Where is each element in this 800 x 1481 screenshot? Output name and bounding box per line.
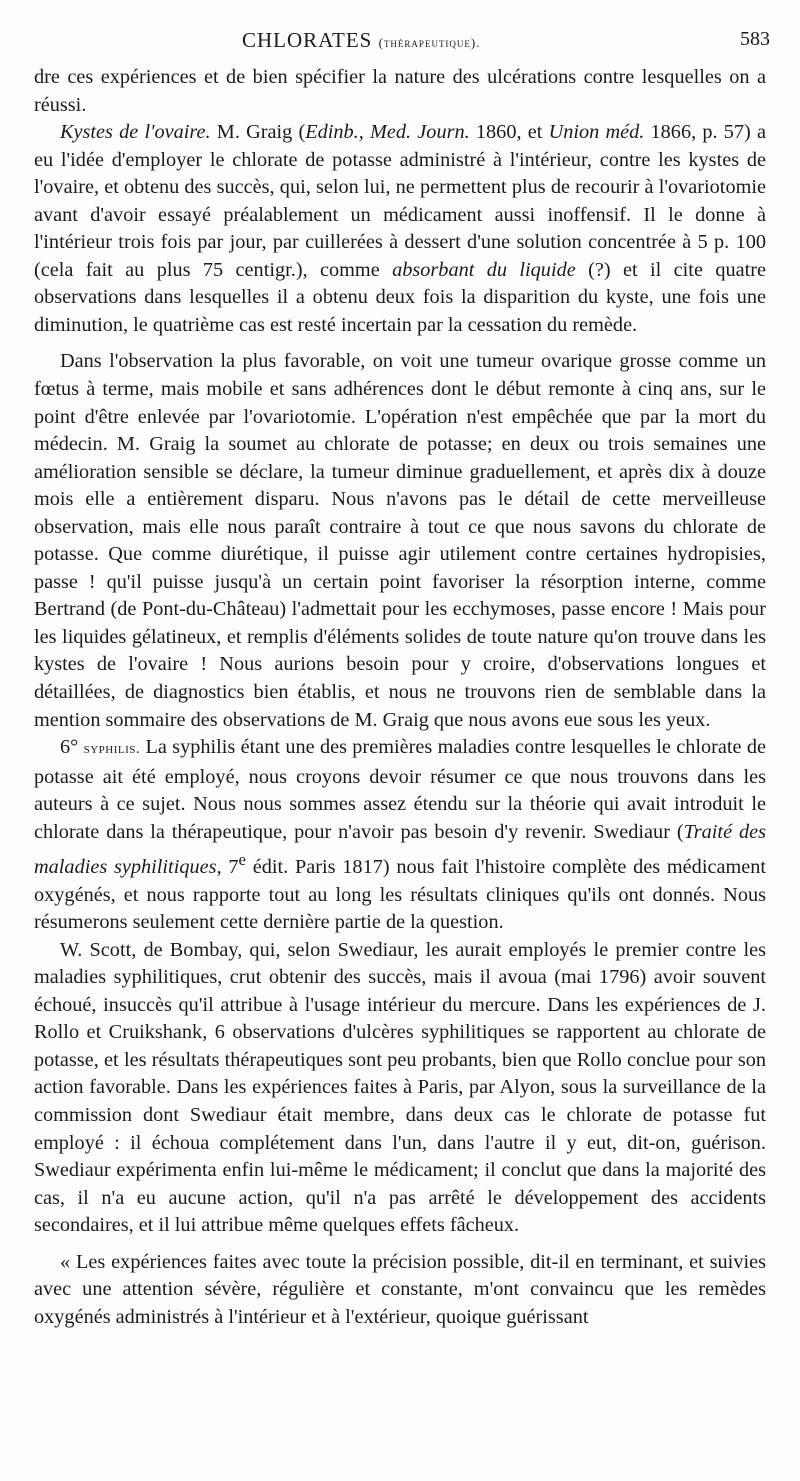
paragraph-syphilis: 6° syphilis. La syphilis étant une des premières maladies contre lesquelles le chlorate de potasse ait été employé, nous croyons devoir résumer ce que nous trouvons dans les auteurs à ce sujet. Nous nous sommes assez étendu sur la théorie qui avait introduit le chlorate dans la thérapeutique, pour n'avoir pas besoin d'y revenir. Swediaur (Traité des maladies syphilitiques, 7e édit. Paris 1817) nous fait l'histoire complète des médicament oxygénés, et nous rapporte tout au long les résultats cliniques qu'ils ont donnés. Nous résumerons seulement cette dernière partie de la question.	[34, 736, 767, 934]
section-number: 6°	[60, 736, 79, 759]
citation-swediaur-treatise: Traité des maladies syphilitiques	[34, 820, 766, 879]
header-subtitle: (thérapeutique).	[378, 35, 481, 50]
header-title: CHLORATES	[242, 28, 373, 52]
section-lead-ovarian-cysts: Kystes de l'ovaire.	[60, 121, 211, 144]
citation-edinburgh-journal: Edinb., Med. Journ.	[305, 121, 470, 144]
edition-superscript: e	[238, 850, 246, 870]
paragraph-continuation: dre ces expériences et de bien spécifier la nature des ulcérations contre lesquelles on a réussi.	[34, 66, 766, 116]
emphasis-absorbant: absorbant du liquide	[392, 258, 576, 281]
running-header	[0, 28, 800, 58]
page-number: 583	[740, 28, 770, 50]
paragraph-quotation: « Les expériences faites avec toute la précision possible, dit-il en terminant, et suivies avec une attention sévère, régulière et constante, m'ont convaincu que les remèdes oxygénés administrés à l'intérieur et à l'extérieur, quoique guérissant	[34, 1250, 766, 1328]
body-text	[34, 64, 766, 1331]
citation-union-medicale: Union méd.	[548, 121, 645, 144]
section-lead-syphilis: syphilis.	[83, 741, 141, 758]
running-title	[242, 28, 481, 53]
paragraph-ovarian-cysts: Kystes de l'ovaire. M. Graig (Edinb., Med. Journ. 1860, et Union méd. 1866, p. 57) a eu l'idée d'employer le chlorate de potasse administré à l'intérieur, contre les kystes de l'ovaire, et obtenu des succès, qui, selon lui, ne permettent plus de recourir à l'ovariotomie avant d'avoir essayé préalablement un médicament aussi inoffensif. Il le donne à l'intérieur trois fois par jour, par cuillerées à dessert d'une solution concentrée à 5 p. 100 (cela fait au plus 75 centigr.), comme absorbant du liquide (?) et il cite quatre observations dans lesquelles il a obtenu deux fois la disparition du kyste, une fois une diminution, le quatrième cas est resté incertain par la cessation du remède.	[34, 121, 766, 336]
paragraph-scott-bombay: W. Scott, de Bombay, qui, selon Swediaur, les aurait employés le premier contre les maladies syphilitiques, crut obtenir des succès, mais il avoua (mai 1796) avoir souvent échoué, insuccès qu'il attribue à l'usage intérieur du mercure. Dans les expériences de J. Rollo et Cruikshank, 6 observations d'ulcères syphilitiques se rapportent au chlorate de potasse, et les résultats thérapeutiques sont peu probants, bien que Rollo conclue pour son action favorable. Dans les expériences faites à Paris, par Alyon, sous la surveillance de la commission dont Swediaur était membre, dans deux cas le chlorate de potasse fut employé : il échoua complétement dans l'un, dans l'autre il y eut, dit-on, guérison. Swediaur expérimenta enfin lui-même le médicament; il conclut que dans la majorité des cas, il n'a eu aucune action, qu'il n'a pas arrêté le développement des accidents secondaires, et il lui attribue même quelques effets fâcheux.	[34, 938, 766, 1237]
paragraph-favorable-observation: Dans l'observation la plus favorable, on voit une tumeur ovarique grosse comme un fœtus à terme, mais mobile et sans adhérences dont le début remonte à cinq ans, sur le point d'être enlevée par l'ovariotomie. L'opération n'est empêchée que par la mort du médecin. M. Graig la soumet au chlorate de potasse; en deux ou trois semaines une amélioration sensible se déclare, la tumeur diminue graduellement, et après dix à douze mois elle a entièrement disparu. Nous n'avons pas le détail de cette merveilleuse observation, mais elle nous paraît contraire à tout ce que nous savons du chlorate de potasse. Que comme diurétique, il puisse agir utilement contre certaines hydropisies, passe ! qu'il puisse jusqu'à un certain point favoriser la résorption interne, comme Bertrand (de Pont-du-Château) l'admettait pour les ecchymoses, passe encore ! Mais pour les liquides gélatineux, et remplis d'éléments solides de toute nature qu'on trouve dans les kystes de l'ovaire ! Nous aurions besoin pour y croire, d'observations longues et détaillées, de diagnostics bien établis, et nous ne trouvons rien de semblable dans la mention sommaire des observations de M. Graig que nous avons eue sous les yeux.	[34, 350, 766, 731]
